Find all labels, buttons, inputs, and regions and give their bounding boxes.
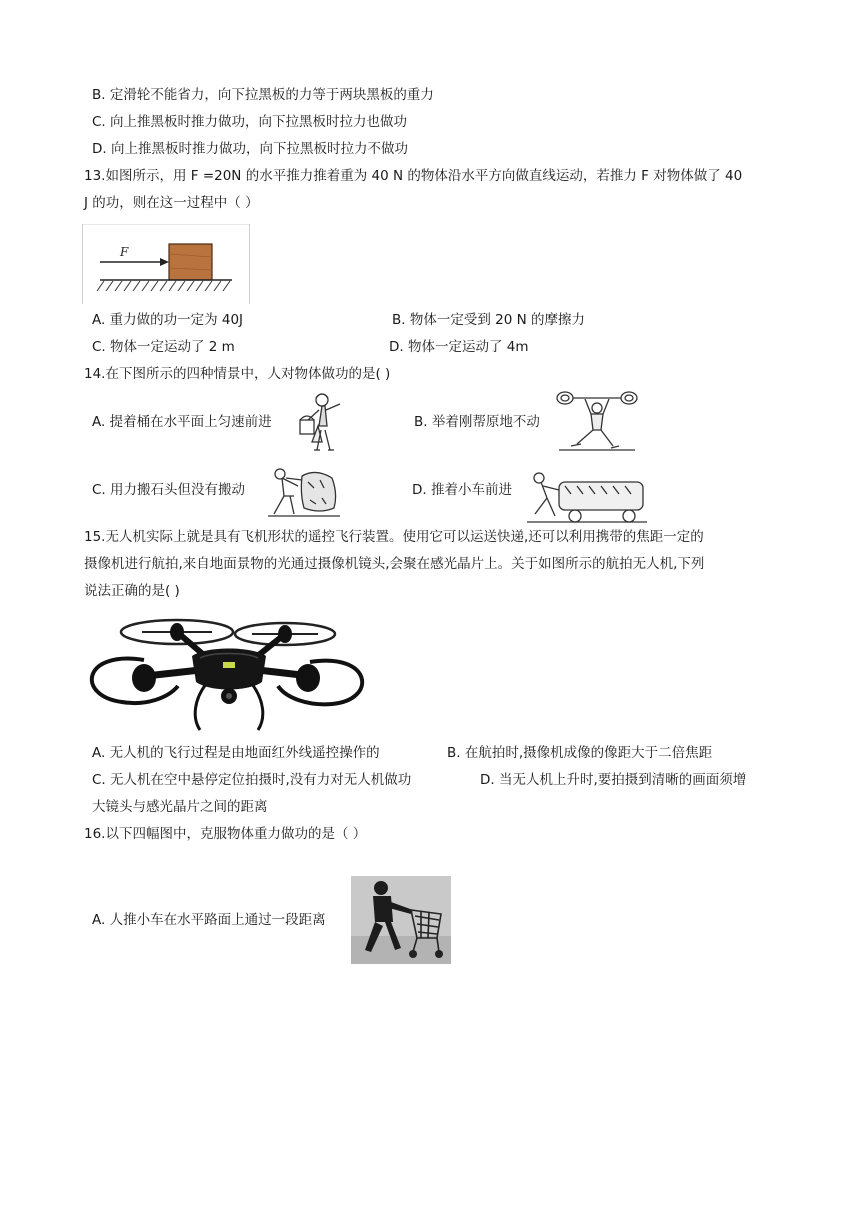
q15-option-d-line2: 大镜头与感光晶片之间的距离 bbox=[92, 799, 268, 815]
q15-option-c: C. 无人机在空中悬停定位拍摄时,没有力对无人机做功 bbox=[92, 772, 412, 788]
q14-stone-pushing-image bbox=[268, 462, 340, 520]
q16-option-a: A. 人推小车在水平路面上通过一段距离 bbox=[92, 912, 326, 928]
q13-stem-line2: J 的功，则在这一过程中（ ） bbox=[84, 195, 259, 211]
q14-weightlifter-image bbox=[555, 388, 639, 454]
q14-option-b: B. 举着刚帮原地不动 bbox=[414, 414, 540, 430]
q14-option-d: D. 推着小车前进 bbox=[412, 482, 512, 498]
q15-stem-line3: 说法正确的是( ) bbox=[84, 583, 180, 599]
q13-option-a: A. 重力做的功一定为 40J bbox=[92, 312, 244, 328]
q14-option-a: A. 提着桶在水平面上匀速前进 bbox=[92, 414, 272, 430]
q12-option-c: C. 向上推黑板时推力做功，向下拉黑板时拉力也做功 bbox=[92, 114, 408, 130]
q15-option-d-line1: D. 当无人机上升时,要拍摄到清晰的画面须增 bbox=[480, 772, 747, 788]
q13-option-b: B. 物体一定受到 20 N 的摩擦力 bbox=[392, 312, 585, 328]
q14-stem: 14.在下图所示的四种情景中，人对物体做功的是( ) bbox=[84, 366, 391, 382]
q14-bucket-carrier-image bbox=[292, 390, 352, 456]
q15-drone-image bbox=[82, 610, 372, 734]
q16-stem: 16.以下四幅图中，克服物体重力做功的是（ ） bbox=[84, 826, 367, 842]
q12-option-b: B. 定滑轮不能省力，向下拉黑板的力等于两块黑板的重力 bbox=[92, 87, 434, 103]
q13-force-figure bbox=[82, 224, 250, 304]
q15-stem-line2: 摄像机进行航拍,来自地面景物的光通过摄像机镜头,会聚在感光晶片上。关于如图所示的航拍无人机,下列 bbox=[84, 556, 705, 572]
q16-cart-pushing-photo bbox=[351, 876, 451, 964]
q14-option-c: C. 用力搬石头但没有搬动 bbox=[92, 482, 246, 498]
q15-option-a: A. 无人机的飞行过程是由地面红外线遥控操作的 bbox=[92, 745, 380, 761]
q15-stem-line1: 15.无人机实际上就是具有飞机形状的遥控飞行装置。使用它可以运送快递,还可以利用携带的焦距一定的 bbox=[84, 529, 704, 545]
q13-option-c: C. 物体一定运动了 2 m bbox=[92, 339, 235, 355]
q14-cart-pushing-image bbox=[525, 470, 649, 526]
q13-stem-line1: 13.如图所示，用 F =20N 的水平推力推着重为 40 N 的物体沿水平方向做直线运动，若推力 F 对物体做了 40 bbox=[84, 168, 743, 184]
q15-option-b: B. 在航拍时,摄像机成像的像距大于二倍焦距 bbox=[447, 745, 713, 761]
q12-option-d: D. 向上推黑板时推力做功，向下拉黑板时拉力不做功 bbox=[92, 141, 408, 157]
q13-option-d: D. 物体一定运动了 4m bbox=[389, 339, 529, 355]
force-label: F bbox=[120, 245, 129, 259]
